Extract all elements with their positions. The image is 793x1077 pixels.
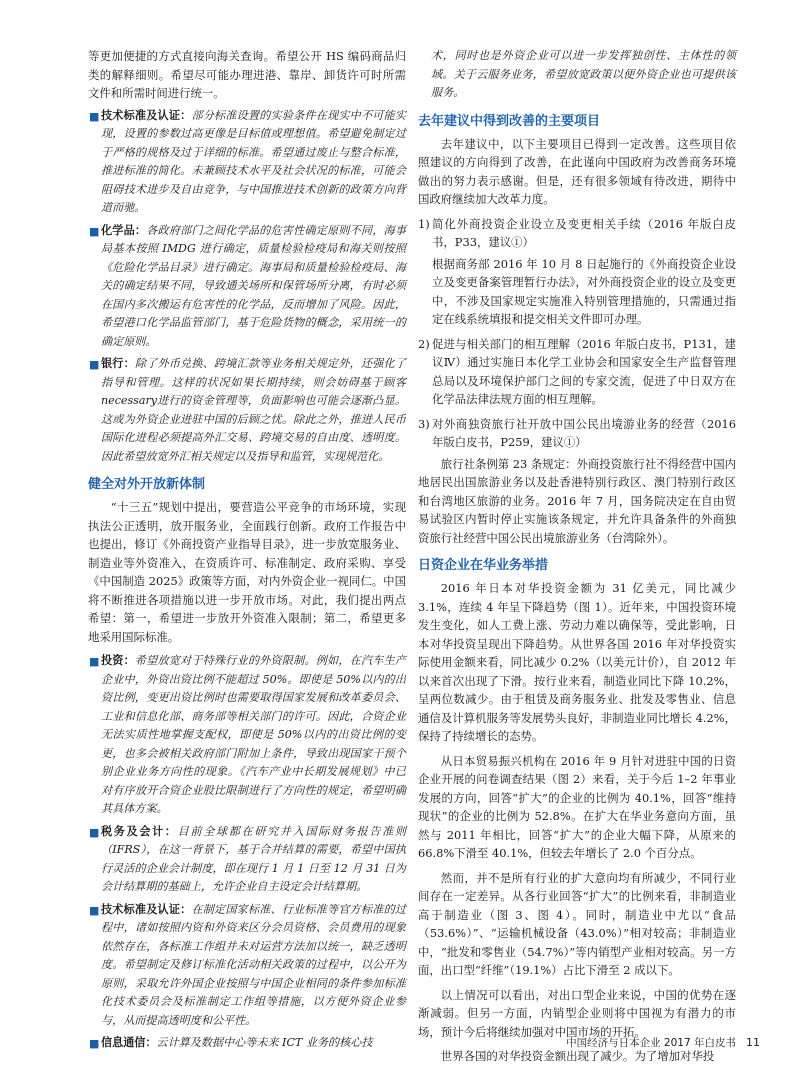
improvement-item: 3) 对外商独资旅行社开放中国公民出境游业务的经营（2016 年版白皮书，P259，建议①） <box>418 415 736 452</box>
bullet-dot-icon: ■ <box>89 825 100 839</box>
intro-paragraph: 等更加便捷的方式直接向海关查询。希望公开 HS 编码商品归类的解释细则。希望尽可能办理进港、靠岸、卸货许可时所需文件和所需时间进行统一。 <box>88 49 406 100</box>
bullet-term: 化学品 <box>101 223 135 237</box>
bullet-item: ■ 税务及会计：目前全球都在研究并入国际财务报告准则（IFRS），在这一背景下，基于合并结算的需要，希望中国执行灵活的企业会计制度，即在现行 1 月 1 日至 12 月 31 日为会计结算期的基础上，允许企业自主设定会计结算期。 <box>89 824 406 893</box>
improvement-body: 旅行社条例第 23 条规定：外商投资旅行社不得经营中国内地居民出国旅游业务以及赴香港特别行政区、澳门特别行政区和台湾地区旅游的业务。2016 年 7 月，国务院决定在自由贸易试验区内暂时停止实施该条规定，并允许具备条件的外商独资旅行社经营中国公民出境旅游业务（台湾除外）。 <box>418 456 736 545</box>
bullet-term: 税务及会计 <box>101 824 165 838</box>
bullet-text: 云计算及数据中心等未来 ICT 业务的核心技 <box>156 1036 373 1049</box>
bullet-dot-icon: ■ <box>89 358 100 371</box>
bullet-group-2 <box>88 652 406 1053</box>
section-heading: 去年建议中得到改善的主要项目 <box>418 113 601 129</box>
bullet-dot-icon: ■ <box>89 224 100 238</box>
bullet-dot-icon: ■ <box>89 903 100 917</box>
right-column <box>418 47 736 1066</box>
page-number: 11 <box>746 1036 760 1049</box>
section-heading: 健全对外开放新体制 <box>88 477 206 492</box>
improvement-title: 简化外商投资企业设立及变更相关手续（2016 年版白皮书，P33，建议①） <box>432 216 736 249</box>
page-footer <box>560 1036 760 1050</box>
continued-text: 术，同时也是外资企业可以进一步发挥独创性、主体性的领域。关于云服务业务，希望放宽政策以便外资企业也可提供该服务。 <box>431 49 736 99</box>
body-paragraph: 2016 年日本对华投资金额为 31 亿美元，同比减少 3.1%，连续 4 年呈下降趋势（图 1）。近年来，中国投资环境发生变化，如人工费上涨、劳动力难以确保等，受此影响，日本对华投资呈现出下降趋势。从世界各国 2016 年对华投资实际使用金额来看，同比减少 0.2%（以美元计价），自 2012 年以来首次出现了下滑。按行业来看，制造业同比下降 10.2%，呈两位数减少。由于租赁及商务服务业、批发及零售业、信息通信及计算机服务等发展势头良好，非制造业同比增长 4.2%，保持了持续增长的态势。 <box>418 581 736 743</box>
bullet-dot-icon: ■ <box>89 1037 100 1050</box>
bullet-term: 技术标准及认证 <box>101 108 181 122</box>
improvement-body: 根据商务部 2016 年 10 月 8 日起施行的《外商投资企业设立及变更备案管理暂行办法》，对外商投资企业的设立及变更中，不涉及国家规定实施准入特别管理措施的，只需通过指定在线系统填报和提交相关文件即可办理。 <box>432 256 736 326</box>
body-paragraph: “十三五”规划中提出，要营造公平竞争的市场环境，实现执法公正透明，放开服务业，全面践行创新。政府工作报告中也提出，修订《外商投资产业指导目录》，进一步放宽服务业、制造业等外资准入，在资质许可、标准制定、政府采购、享受《中国制造 2025》政策等方面，对内外资企业一视同仁。中国将不断推进各项措施以进一步开放市场。对此，我们提出两点希望：第一，希望进一步放开外资准入限制；第二，希望更多地采用国际标准。 <box>88 500 406 644</box>
bullet-term: 银行 <box>101 357 124 370</box>
bullet-text: 希望放宽对于特殊行业的外资限制。例如，在汽车生产企业中，外资出资比例不能超过 50%。即使是 50%以内的出资比例，变更出资比例时也需要取得国家发展和改革委员会、工业和信息化部、商务部等相关部门的许可。因此，合资企业无法实质性地掌握支配权，即使是 50%以内的出资比例的变更，也多会被相关政府部门附加上条件，导致出现国家干预个别企业业务方向性的现象。《汽车产业中长期发展规划》中已对有序放开合资企业股比限制进行了方向性的规定，希望明确其具体方案。 <box>101 654 406 815</box>
bullet-dot-icon: ■ <box>89 655 100 668</box>
body-paragraph: 然而，并不是所有行业的扩大意向均有所减少，不同行业间存在一定差异。从各行业回答“扩大”的比例来看，非制造业高于制造业（图 3、图 4）。同时，制造业中尤以“食品（53.6%）”、“运输机械设备（43.0%）”相对较高；非制造业中，“批发和零售业（54.7%）”等内销型产业相对较高。另一方面，出口型“纤维”（19.1%）占比下滑至 2 成以下。 <box>418 870 736 977</box>
bullet-text: 在制定国家标准、行业标准等官方标准的过程中，诸如按照内资和外资来区分会员资格、会员费用的现象依然存在，各标准工作组并未对运营方法加以统一，缺乏透明度。希望制定及修订标准化活动相关政策的过程中，以公开为原则，采取允许外国企业按照与中国企业相同的条件参加标准化技术委员会及标准制定工作组等措施，以方便外资企业参与，从而提高透明度和公平性。 <box>101 902 406 1027</box>
bullet-item: ■ 化学品：各政府部门之间化学品的危害性确定原则不同，海事局基本按照 IMDG 进行确定，质量检验检疫局和海关则按照《危险化学品目录》进行确定。海事局和质量检验检疫局、海关的确定结果不同，导致通关场所和保管场所分离，有时必须在国内多次搬运有危害性的化学品，反而增加了风险。因此，希望港口化学品监管部门，基于危险货物的概念，采用统一的确定原则。 <box>89 223 406 348</box>
body-paragraph: 去年建议中，以下主要项目已得到一定改善。这些项目依照建议的方向得到了改善，在此谨向中国政府为改善商务环境做出的努力表示感谢。但是，还有很多领域有待改进，期待中国政府继续加大改革力度。 <box>418 136 736 206</box>
bullet-term: 投资 <box>101 654 124 667</box>
bullet-item: ■ 技术标准及认证：部分标准设置的实验条件在现实中不可能实现，设置的参数过高更像是目标值或理想值。希望避免制定过于严格的规格及过于详细的标准。希望通过废止与整合标准，推进标准的简化。未兼顾技术水平及社会状况的标准，可能会阻碍技术进步及自由竞争，与中国推进技术创新的政策方向背道而驰。 <box>89 108 406 214</box>
bullet-text: 除了外币兑换、跨境汇款等业务相关规定外，还强化了指导和管理。这样的状况如果长期持续，则会妨碍基于顾客necessary进行的资金管理等，负面影响也可能会逐渐凸显。这或为外资企业进驻中国的后顾之忧。除此之外，推进人民币国际化进程必须提高外汇交易、跨境交易的自由度、透明度。因此希望放宽外汇相关规定以及指导和监管，实现规范化。 <box>101 357 406 463</box>
bullet-text: 部分标准设置的实验条件在现实中不可能实现，设置的参数过高更像是目标值或理想值。希望避免制定过于严格的规格及过于详细的标准。希望通过废止与整合标准，推进标准的简化。未兼顾技术水平及社会状况的标准，可能会阻碍技术进步及自由竞争，与中国推进技术创新的政策方向背道而驰。 <box>101 108 406 214</box>
improvement-item: 1) 简化外商投资企业设立及变更相关手续（2016 年版白皮书，P33，建议①） <box>418 215 736 252</box>
bullet-term: 信息通信 <box>101 1036 146 1049</box>
bullet-text: 目前全球都在研究并入国际财务报告准则（IFRS），在这一背景下，基于合并结算的需要，希望中国执行灵活的企业会计制度，即在现行 1 月 1 日至 12 月 31 日为会计结算期的基础上，允许企业自主设定会计结算期。 <box>101 824 406 893</box>
improvement-title: 促进与相关部门的相互理解（2016 年版白皮书，P131，建议Ⅳ）通过实施日本化学工业协会和国家安全生产监督管理总局以及环境保护部门之间的专家交流，促进了中日双方在化学品法律法规方面的相互理解。 <box>432 336 736 406</box>
bullet-text: 各政府部门之间化学品的危害性确定原则不同，海事局基本按照 IMDG 进行确定，质量检验检疫局和海关则按照《危险化学品目录》进行确定。海事局和质量检验检疫局、海关的确定结果不同，导致通关场所和保管场所分离，有时必须在国内多次搬运有危害性的化学品，反而增加了风险。因此，希望港口化学品监管部门，基于危险货物的概念，采用统一的确定原则。 <box>101 223 406 348</box>
body-paragraph: 以上情况可以看出，对出口型企业来说，中国的优势在逐渐减弱。但另一方面，内销型企业则将中国视为有潜力的市场，预计今后将继续加强对中国市场的开拓。 <box>418 987 736 1039</box>
section-heading: 日资企业在华业务举措 <box>418 558 549 573</box>
improvement-item: 2) 促进与相关部门的相互理解（2016 年版白皮书，P131，建议Ⅳ）通过实施日本化学工业协会和国家安全生产监督管理总局以及环境保护部门之间的专家交流，促进了中日双方在化学品法律法规方面的相互理解。 <box>418 335 736 409</box>
bullet-item: ■ 银行：除了外币兑换、跨境汇款等业务相关规定外，还强化了指导和管理。这样的状况如果长期持续，则会妨碍基于顾客necessary进行的资金管理等，负面影响也可能会逐渐凸显。这或为外资企业进驻中国的后顾之忧。除此之外，推进人民币国际化进程必须提高外汇交易、跨境交易的自由度、透明度。因此希望放宽外汇相关规定以及指导和监管，实现规范化。 <box>89 357 406 463</box>
bullet-dot-icon: ■ <box>89 109 100 123</box>
body-paragraph: 世界各国的对华投资金额出现了减少。为了增加对华投 <box>440 1049 715 1063</box>
bullet-group-1 <box>88 107 406 467</box>
bullet-item: ■ 技术标准及认证：在制定国家标准、行业标准等官方标准的过程中，诸如按照内资和外资来区分会员资格、会员费用的现象依然存在，各标准工作组并未对运营方法加以统一，缺乏透明度。希望制定及修订标准化活动相关政策的过程中，以公开为原则，采取允许外国企业按照与中国企业相同的条件参加标准化技术委员会及标准制定工作组等措施，以方便外资企业参与，从而提高透明度和公平性。 <box>89 902 406 1027</box>
bullet-item: ■ 投资：希望放宽对于特殊行业的外资限制。例如，在汽车生产企业中，外资出资比例不能超过 50%。即使是 50%以内的出资比例，变更出资比例时也需要取得国家发展和改革委员会、工业和信息化部、商务部等相关部门的许可。因此，合资企业无法实质性地掌握支配权，即使是 50%以内的出资比例的变更，也多会被相关政府部门附加上条件，导致出现国家干预个别企业业务方向性的现象。《汽车产业中长期发展规划》中已对有序放开合资企业股比限制进行了方向性的规定，希望明确其具体方案。 <box>89 654 406 815</box>
improvement-title: 对外商独资旅行社开放中国公民出境游业务的经营（2016 年版白皮书，P259，建议①） <box>432 416 736 449</box>
footer-title: 中国经济与日本企业 2017 年白皮书 <box>566 1037 736 1049</box>
left-column <box>88 47 406 1053</box>
body-paragraph: 从日本贸易振兴机构在 2016 年 9 月针对进驻中国的日资企业开展的问卷调查结果（图 2）来看，关于今后 1–2 年事业发展的方向，回答“扩大”的企业的比例为 40.1%，回答“维持现状”的企业的比例为 52.8%。在扩大在华业务意向方面，虽然与 2011 年相比，回答“扩大”的企业大幅下降，从原来的 66.8%下滑至 40.1%，但较去年增长了 2.0 个百分点。 <box>418 753 736 860</box>
bullet-item: ■ 信息通信：云计算及数据中心等未来 ICT 业务的核心技 <box>89 1036 373 1050</box>
bullet-term: 技术标准及认证 <box>101 902 181 916</box>
